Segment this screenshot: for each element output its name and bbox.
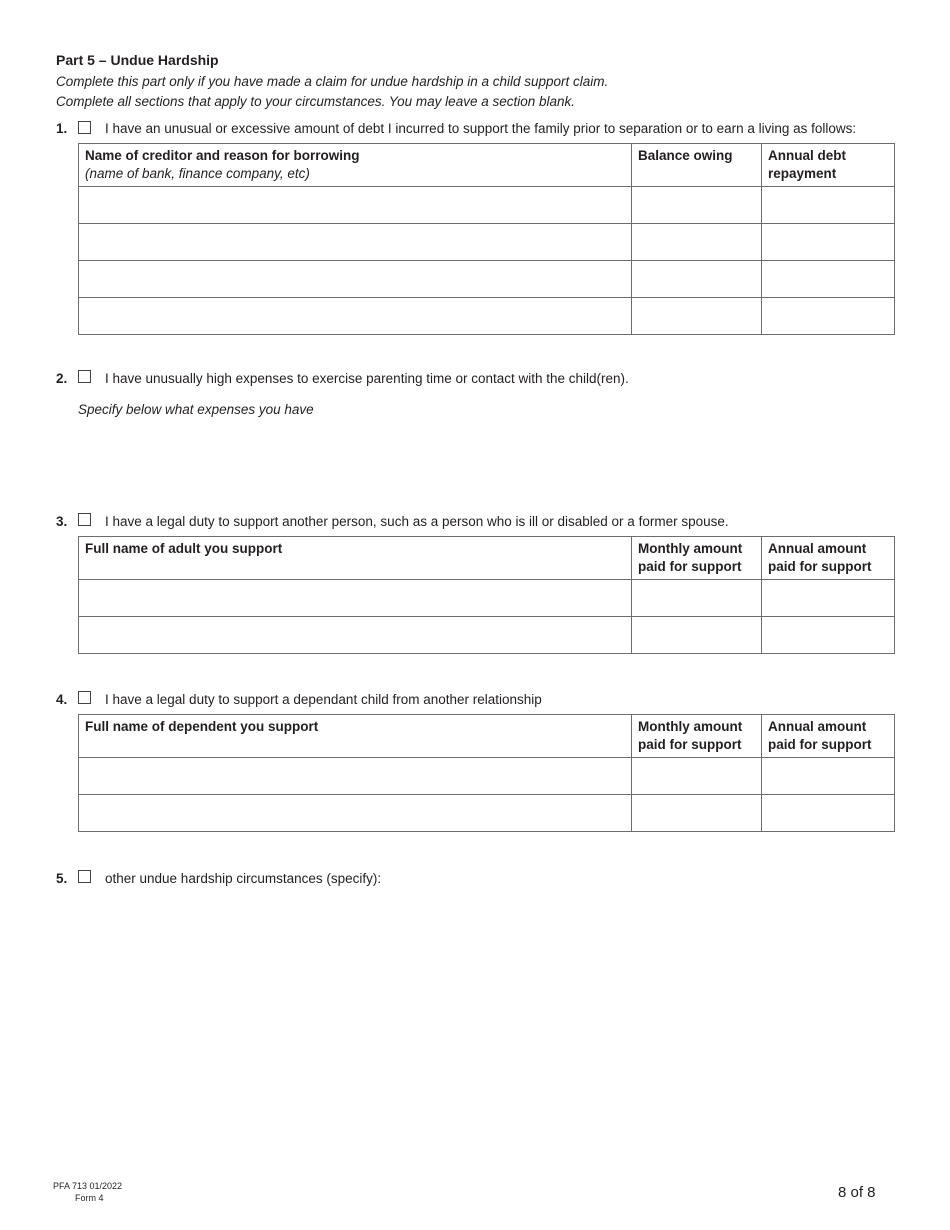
debt-header-repayment: Annual debt repayment — [762, 144, 895, 187]
dependent-header-annual: Annual amount paid for support — [762, 715, 895, 758]
adult-name-cell[interactable] — [79, 617, 632, 654]
item-5-number: 5. — [56, 871, 68, 886]
table-row — [79, 795, 895, 832]
debt-creditor-cell[interactable] — [79, 298, 632, 335]
item-5-checkbox[interactable] — [78, 870, 91, 883]
table-row — [79, 580, 895, 617]
intro-line-2: Complete all sections that apply to your circumstances. You may leave a section blank. — [56, 94, 576, 109]
table-row — [79, 187, 895, 224]
debt-repayment-cell[interactable] — [762, 224, 895, 261]
dependent-support-table — [78, 714, 895, 832]
adult-header-name: Full name of adult you support — [79, 537, 632, 580]
debt-balance-cell[interactable] — [632, 298, 762, 335]
item-3-number: 3. — [56, 514, 68, 529]
debt-header-creditor-sub: (name of bank, finance company, etc) — [85, 166, 310, 181]
item-4-text: I have a legal duty to support a dependant child from another relationship — [105, 692, 542, 707]
item-1-checkbox[interactable] — [78, 121, 91, 134]
adult-monthly-cell[interactable] — [632, 580, 762, 617]
item-2-text: I have unusually high expenses to exercise parenting time or contact with the child(ren). — [105, 371, 629, 386]
debt-balance-cell[interactable] — [632, 187, 762, 224]
debt-table — [78, 143, 895, 335]
item-2-number: 2. — [56, 371, 68, 386]
dependent-header-monthly: Monthly amount paid for support — [632, 715, 762, 758]
item-1-text: I have an unusual or excessive amount of debt I incurred to support the family prior to separation or to earn a living as follows: — [105, 121, 857, 136]
adult-name-cell[interactable] — [79, 580, 632, 617]
item-5-text: other undue hardship circumstances (specify): — [105, 871, 382, 886]
form-name: Form 4 — [75, 1193, 104, 1203]
debt-repayment-cell[interactable] — [762, 298, 895, 335]
debt-header-creditor — [79, 144, 632, 187]
debt-creditor-cell[interactable] — [79, 224, 632, 261]
item-4-number: 4. — [56, 692, 68, 707]
table-row — [79, 224, 895, 261]
item-3-text: I have a legal duty to support another person, such as a person who is ill or disabled or a former spouse. — [105, 514, 729, 529]
adult-header-monthly: Monthly amount paid for support — [632, 537, 762, 580]
table-row — [79, 261, 895, 298]
dependent-annual-cell[interactable] — [762, 795, 895, 832]
dependent-monthly-cell[interactable] — [632, 758, 762, 795]
dependent-name-cell[interactable] — [79, 758, 632, 795]
dependent-name-cell[interactable] — [79, 795, 632, 832]
debt-repayment-cell[interactable] — [762, 261, 895, 298]
item-2-checkbox[interactable] — [78, 370, 91, 383]
page-number: 8 of 8 — [838, 1184, 876, 1201]
table-row — [79, 758, 895, 795]
form-code-number: PFA 713 01/2022 — [53, 1181, 123, 1191]
item-2-specify-area[interactable] — [78, 425, 894, 500]
debt-header-balance: Balance owing — [632, 144, 762, 187]
debt-balance-cell[interactable] — [632, 224, 762, 261]
debt-header-creditor-label: Name of creditor and reason for borrowing — [85, 148, 360, 163]
form-code — [53, 1180, 122, 1204]
item-2-specify-label: Specify below what expenses you have — [78, 402, 314, 417]
adult-annual-cell[interactable] — [762, 580, 895, 617]
dependent-monthly-cell[interactable] — [632, 795, 762, 832]
debt-repayment-cell[interactable] — [762, 187, 895, 224]
adult-support-table — [78, 536, 895, 654]
item-1-number: 1. — [56, 121, 68, 136]
item-4-checkbox[interactable] — [78, 691, 91, 704]
debt-balance-cell[interactable] — [632, 261, 762, 298]
adult-header-annual: Annual amount paid for support — [762, 537, 895, 580]
debt-creditor-cell[interactable] — [79, 261, 632, 298]
intro-line-1: Complete this part only if you have made a claim for undue hardship in a child support claim. — [56, 74, 609, 89]
dependent-annual-cell[interactable] — [762, 758, 895, 795]
dependent-header-name: Full name of dependent you support — [79, 715, 632, 758]
adult-annual-cell[interactable] — [762, 617, 895, 654]
table-row — [79, 617, 895, 654]
adult-monthly-cell[interactable] — [632, 617, 762, 654]
part-title: Part 5 – Undue Hardship — [56, 52, 219, 68]
debt-creditor-cell[interactable] — [79, 187, 632, 224]
item-5-specify-area[interactable] — [78, 895, 894, 1155]
table-row — [79, 298, 895, 335]
item-3-checkbox[interactable] — [78, 513, 91, 526]
